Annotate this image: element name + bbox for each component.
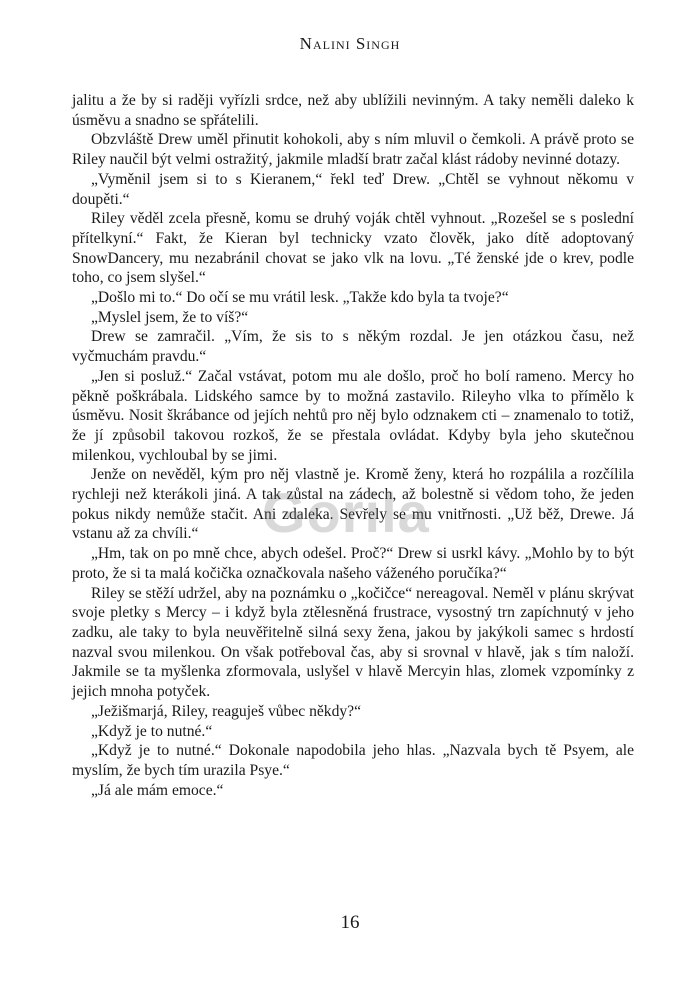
paragraph: „Já ale mám emoce.“ bbox=[91, 781, 224, 799]
page-number: 16 bbox=[340, 912, 360, 933]
paragraph: „Myslel jsem, že to víš?“ bbox=[91, 308, 249, 326]
paragraph: „Hm, tak on po mně chce, abych odešel. Proč?“ Drew si usrkl kávy. „Mohlo by to být proto, že si ta malá kočička označkovala našeho váženého poručíka?“ bbox=[72, 545, 634, 582]
running-header: Nalini Singh bbox=[299, 34, 401, 53]
paragraph: „Došlo mi to.“ Do očí se mu vrátil lesk. „Takže kdo byla ta tvoje?“ bbox=[91, 289, 509, 307]
paragraph: Riley věděl zcela přesně, komu se druhý voják chtěl vyhnout. „Rozešel se s poslední přítelkyní.“ Fakt, že Kieran byl technicky vzato člověk, jako dítě adoptovaný SnowDancery, mu nezabránil chovat se jako vlk na lovu. „Té ženské jde o krev, podle toho, co jsem slyšel.“ bbox=[72, 210, 634, 287]
paragraph: „Jen si posluž.“ Začal vstávat, potom mu ale došlo, proč ho bolí rameno. Mercy ho pěkně poškrábala. Lidského samce by to možná zastavilo. Rileyho vlka to přímělo k úsměvu. Nosit škrábance od jejích nehtů pro něj bylo odznakem cti – znamenalo to totiž, že jí způsobil takovou rozkoš, že se přestala ovládat. Kdyby byla jeho skutečnou milenkou, vychloubal by se jimi. bbox=[72, 367, 634, 464]
paragraph: Jenže on nevěděl, kým pro něj vlastně je. Kromě ženy, která ho rozpálila a rozčílila rychleji než kterákoli jiná. A tak zůstal na zádech, až bolestně si vědom toho, že jeden pokus nikdy nemůže stačit. Ani zdaleka. Sevřely se mu vnitřnosti. „Už běž, Drewe. Já vstanu až za chvíli.“ bbox=[72, 466, 634, 543]
paragraph: Riley se stěží udržel, aby na poznámku o „kočičce“ nereagoval. Neměl v plánu skrývat svoje pletky s Mercy – i když byla ztělesněná frustrace, vysostný trn zapíchnutý v jeho zadku, ale taky to byla neuvěřitelně silná sexy žena, jakou by jakýkoli samec s hrdostí nazval svou milenkou. On však potřeboval čas, aby si srovnal v hlavě, jak s tím naloží. Jakmile se ta myšlenka zformovala, uslyšel v hlavě Mercyin hlas, zlomek vzpomínky z jejich mnoha potyček. bbox=[72, 584, 634, 701]
paragraph: Drew se zamračil. „Vím, že sis to s někým rozdal. Je jen otázkou času, než vyčmuchám pravdu.“ bbox=[72, 328, 634, 366]
paragraph: Obzvláště Drew uměl přinutit kohokoli, aby s ním mluvil o čemkoli. A právě proto se Riley naučil být velmi ostražitý, jakmile mladší bratr začal klást rádoby nevinné dotazy. bbox=[72, 131, 634, 169]
body-text bbox=[72, 91, 634, 800]
paragraph: „Když je to nutné.“ Dokonale napodobila jeho hlas. „Nazvala bych tě Psyem, ale myslím, že bych tím urazila Psye.“ bbox=[72, 742, 634, 779]
paragraph: „Vyměnil jsem si to s Kieranem,“ řekl teď Drew. „Chtěl se vyhnout někomu v doupěti.“ bbox=[72, 170, 634, 208]
paragraph: „Ježišmarjá, Riley, reaguješ vůbec někdy?“ bbox=[91, 702, 362, 720]
watermark-logo: Gorila bbox=[262, 481, 430, 544]
paragraph: jalitu a že by si raději vyřízli srdce, než aby ublížili nevinným. A taky neměli daleko k úsměvu a snadno se spřátelili. bbox=[72, 92, 634, 129]
paragraph: „Když je to nutné.“ bbox=[91, 722, 213, 740]
